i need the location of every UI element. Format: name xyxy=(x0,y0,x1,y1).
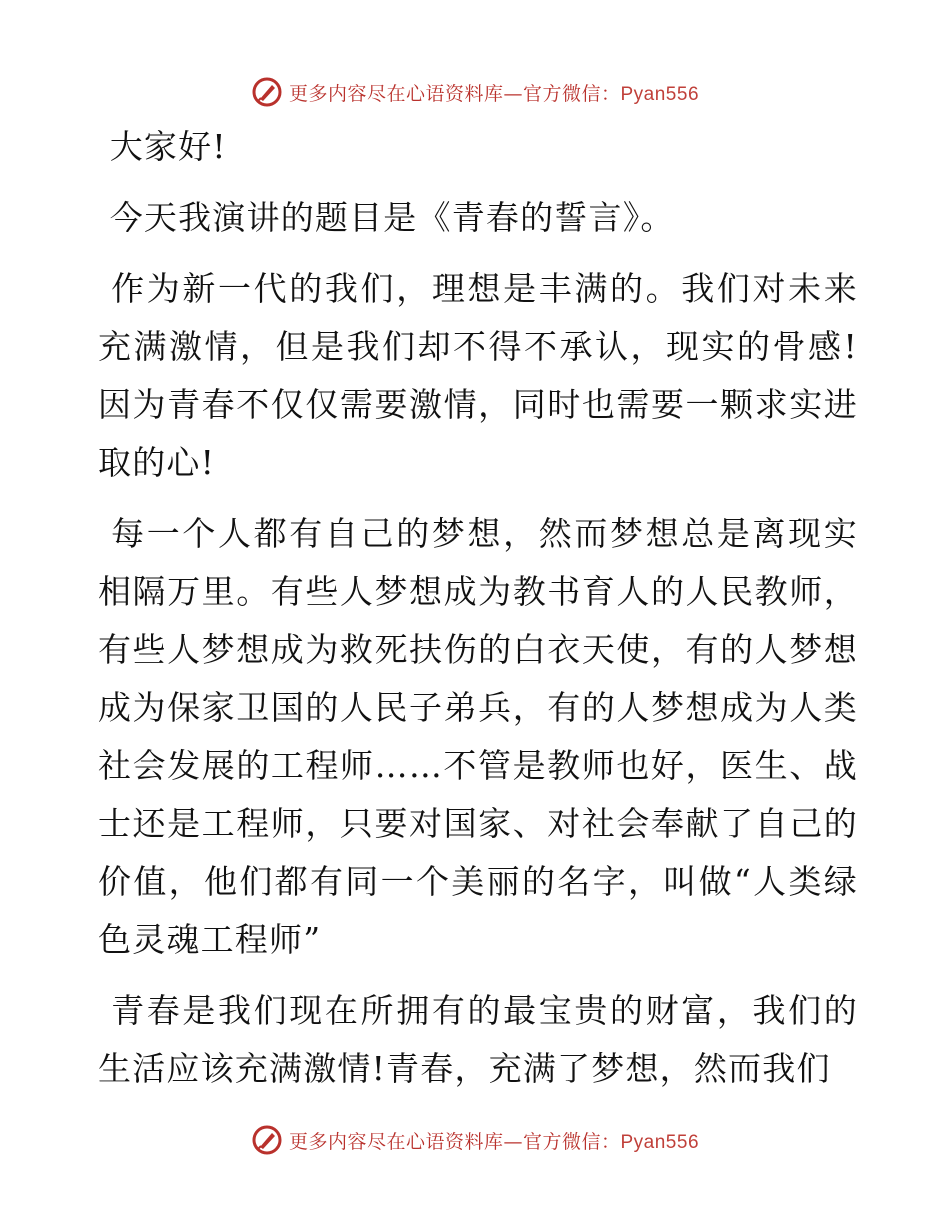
header-brand-text: 更多内容尽在心语资料库—官方微信： xyxy=(288,82,621,105)
speech-body xyxy=(98,118,858,1111)
header-banner xyxy=(0,72,950,112)
footer-brand-line xyxy=(289,1127,699,1154)
paragraph-ideals: 作为新一代的我们，理想是丰满的。我们对未来充满激情，但是我们却不得不承认，现实的骨感!因为青春不仅仅需要激情，同时也需要一颗求实进取的心! xyxy=(98,269,858,482)
paragraph-title: 今天我演讲的题目是《青春的誓言》。 xyxy=(98,198,675,237)
quill-pen-logo-icon xyxy=(251,76,283,108)
quill-pen-logo-icon xyxy=(251,1124,283,1156)
footer-wechat-id: Pyan556 xyxy=(620,1131,700,1153)
paragraph-dreams: 每一个人都有自己的梦想，然而梦想总是离现实相隔万里。有些人梦想成为教书育人的人民教师，有些人梦想成为救死扶伤的白衣天使，有的人梦想成为保家卫国的人民子弟兵，有的人梦想成为人类社会发展的工程师……不管是教师也好，医生、战士还是工程师，只要对国家、对社会奉献了自己的价值，他们都有同一个美丽的名字，叫做“人类绿色灵魂工程师” xyxy=(98,514,858,959)
paragraph-greeting: 大家好! xyxy=(98,127,227,166)
footer-brand-text: 更多内容尽在心语资料库—官方微信： xyxy=(288,1130,621,1153)
header-wechat-id: Pyan556 xyxy=(620,83,700,105)
footer-banner xyxy=(0,1120,950,1160)
header-brand-line xyxy=(289,79,699,106)
paragraph-youth: 青春是我们现在所拥有的最宝贵的财富，我们的生活应该充满激情!青春，充满了梦想，然而我们 xyxy=(98,991,858,1088)
